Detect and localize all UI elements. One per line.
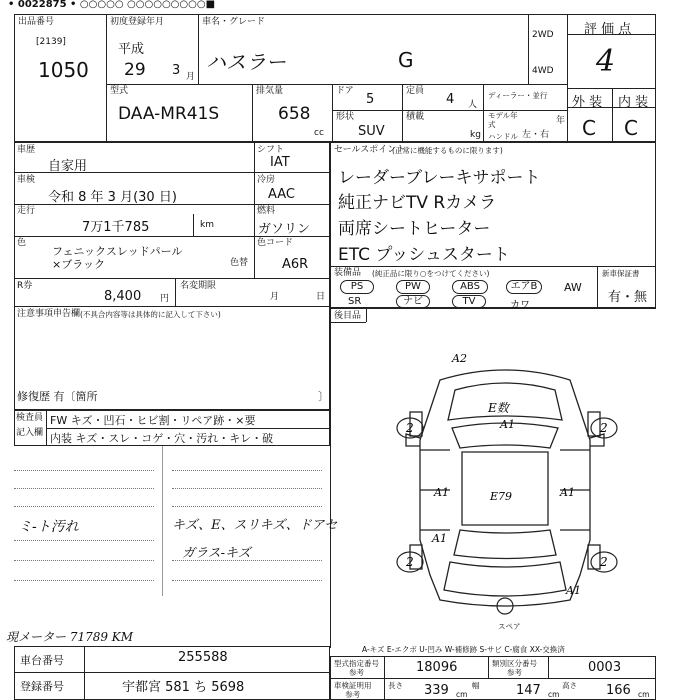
- mark-a1-rear: A1: [566, 584, 581, 597]
- height: 166: [606, 683, 631, 698]
- exterior-grade: C: [582, 116, 596, 140]
- yen: 円: [160, 294, 170, 304]
- fuel: ガソリン: [258, 222, 311, 237]
- car-diagram: [380, 350, 630, 620]
- rear-seat-label: 後目品: [334, 311, 362, 321]
- selling-point-3: 両席シートヒーター: [338, 219, 491, 239]
- doors: 5: [366, 92, 375, 107]
- inspector-label-1: 検査員: [16, 413, 44, 423]
- width: 147: [516, 683, 541, 698]
- mark-a1-left-door: A1: [434, 486, 449, 499]
- model-no-label: 型式指定番号 参考: [334, 659, 379, 677]
- car-name: ハスラー: [206, 50, 286, 74]
- name-change-label: 名変期限: [180, 281, 217, 291]
- mark-front-left: 2: [406, 421, 414, 435]
- seat-label: 定員: [406, 86, 425, 96]
- inspector-note-left: ミ-ト汚れ: [18, 519, 79, 535]
- seat-unit: 人: [468, 100, 478, 110]
- repaint-label: 色替: [230, 258, 249, 268]
- class-no: 0003: [588, 660, 622, 675]
- equip-navi: ナビ: [396, 295, 430, 308]
- model: DAA-MR41S: [118, 104, 220, 124]
- drive-4wd: 4WD: [532, 66, 554, 76]
- length-label: 車検証明用 参考: [334, 681, 372, 699]
- cc-label: 排気量: [256, 86, 284, 96]
- equip-sr: SR: [348, 296, 362, 307]
- equip-abs: ABS: [452, 280, 488, 294]
- reg-year: 29: [124, 60, 146, 80]
- mileage-unit: km: [200, 220, 214, 230]
- load-unit: kg: [470, 130, 481, 140]
- drive-2wd: 2WD: [532, 30, 554, 40]
- chassis-label: 車台番号: [20, 654, 64, 667]
- cc-unit: cc: [314, 128, 324, 138]
- lot-number: 1050: [38, 58, 89, 82]
- inspector-label-2: 記入欄: [16, 428, 44, 438]
- length-unit: cm: [456, 690, 468, 699]
- inspector-note-right-2: ガラス-キズ: [182, 546, 251, 561]
- equip-ps: PS: [340, 280, 374, 294]
- height-unit: cm: [638, 690, 650, 699]
- lot-label: 出品番号: [18, 17, 55, 27]
- lot-sub: [2139]: [36, 37, 66, 47]
- shift: IAT: [270, 155, 290, 170]
- history-label: 車歴: [17, 145, 36, 155]
- reg-date-label: 初度登録年月: [110, 17, 165, 27]
- recycle-label: R券: [17, 281, 33, 291]
- interior-label: 内 装: [618, 95, 649, 110]
- equipment-label: 装備品: [334, 268, 362, 278]
- shift-label: シフト: [257, 145, 285, 155]
- score-label: 評 価 点: [584, 22, 632, 37]
- ac-label: 冷房: [257, 175, 276, 185]
- spare-label: スペア: [498, 622, 521, 631]
- seats: 4: [446, 92, 455, 107]
- selling-point-4: ETC プッシュスタート: [338, 245, 510, 265]
- inspector-ext-line: FW キズ・凹石・ヒビ割・リペア跡・×要: [50, 414, 256, 427]
- month-unit: 月: [186, 72, 196, 82]
- era: 平成: [118, 42, 145, 57]
- class-no-label: 類別区分番号 参考: [492, 659, 537, 677]
- fuel-label: 燃料: [257, 206, 276, 216]
- top-banner: • 0022875 • ○○○○○ ○○○○○○○○○■: [8, 0, 216, 10]
- mark-a1-windshield: A1: [500, 418, 515, 431]
- selling-points-sub: (正常に機能するものに限ります): [392, 146, 503, 155]
- car-name-label: 車名・グレード: [202, 17, 266, 27]
- equip-tv: TV: [452, 295, 486, 308]
- mark-a1-left-rear: A1: [432, 532, 447, 545]
- mark-a1-right-door: A1: [560, 486, 575, 499]
- mark-e-roof: E79: [490, 490, 513, 503]
- grade: G: [398, 48, 414, 72]
- new-warranty-value: 有・無: [608, 290, 648, 305]
- damage-legend: A-キズ E-エクボ U-凹み W-補修跡 S-サビ C-腐食 XX-交換済: [362, 645, 565, 654]
- shape: SUV: [358, 124, 385, 139]
- mark-front-right: 2: [600, 421, 608, 435]
- interior-grade: C: [624, 116, 638, 140]
- month-label: 月: [270, 292, 280, 302]
- handle-label: ハンドル: [488, 132, 518, 141]
- model-year-label: モデル年式: [488, 111, 518, 129]
- mark-e-hood: E数: [488, 401, 509, 415]
- selling-point-2: 純正ナビTV Rカメラ: [338, 193, 497, 213]
- equip-pw: PW: [396, 280, 430, 294]
- equip-leather: カワ: [510, 300, 530, 311]
- notes-sub: (不具合内容等は具体的に記入して下さい): [80, 310, 221, 319]
- color-code-label: 色コード: [257, 238, 294, 248]
- inspector-int-line: 内装 キズ・スレ・コゲ・穴・汚れ・キレ・破: [50, 432, 274, 445]
- handle: 左・右: [522, 130, 550, 140]
- history: 自家用: [48, 159, 88, 174]
- cc: 658: [278, 104, 311, 124]
- reg-month: 3: [172, 63, 181, 78]
- selling-points-label: セールスポイント: [334, 145, 406, 155]
- new-warranty-label: 新車保証書: [602, 269, 640, 278]
- equipment-sub: (純正品に限り○をつけてください): [372, 269, 490, 278]
- mark-rear-left: 2: [406, 555, 414, 569]
- inspector-note-right-1: キズ、E、スリキズ、ドアセ: [172, 518, 338, 533]
- color: フェニックスレッドパール ×ブラック: [52, 245, 183, 271]
- recycle: 8,400: [104, 289, 142, 304]
- mileage: 7万1千785: [82, 220, 150, 235]
- shape-label: 形状: [336, 112, 355, 122]
- repair-history: 修復歴 有〔箇所: [17, 390, 98, 403]
- day-label: 日: [316, 292, 326, 302]
- width-unit: cm: [548, 690, 560, 699]
- details-section: [14, 142, 330, 410]
- length: 339: [424, 683, 449, 698]
- equip-aw: AW: [564, 281, 582, 294]
- mark-rear-right: 2: [600, 555, 608, 569]
- score: 4: [596, 44, 616, 79]
- color-label: 色: [17, 238, 27, 248]
- width-sub: 幅: [472, 681, 480, 690]
- reg-number-label: 登録番号: [20, 680, 64, 693]
- model-label: 型式: [110, 86, 129, 96]
- length-sub: 長さ: [388, 681, 403, 690]
- year-unit: 年: [556, 116, 566, 126]
- door-label: ドア: [336, 86, 354, 96]
- reg-number: 宇都宮 581 ち 5698: [122, 680, 245, 695]
- ac: AAC: [268, 187, 295, 202]
- selling-point-1: レーダーブレーキサポート: [338, 168, 541, 188]
- model-no: 18096: [416, 660, 458, 675]
- load-label: 積載: [406, 112, 425, 122]
- notes-label: 注意事項申告欄: [17, 309, 81, 319]
- meter-note: 現メーター 71789 KM: [6, 630, 134, 644]
- equip-airbag: エアB: [506, 280, 542, 294]
- inspection: 令和 8 年 3 月(30 日): [48, 190, 177, 205]
- dealer-label: ディーラー・並行: [488, 91, 548, 100]
- mileage-label: 走行: [17, 206, 36, 216]
- chassis-number: 255588: [178, 650, 228, 665]
- mark-a2: A2: [452, 352, 467, 365]
- repair-close: 〕: [318, 390, 329, 403]
- exterior-label: 外 装: [572, 95, 603, 110]
- height-sub: 高さ: [562, 681, 577, 690]
- inspection-label: 車検: [17, 175, 36, 185]
- color-code: A6R: [282, 257, 309, 272]
